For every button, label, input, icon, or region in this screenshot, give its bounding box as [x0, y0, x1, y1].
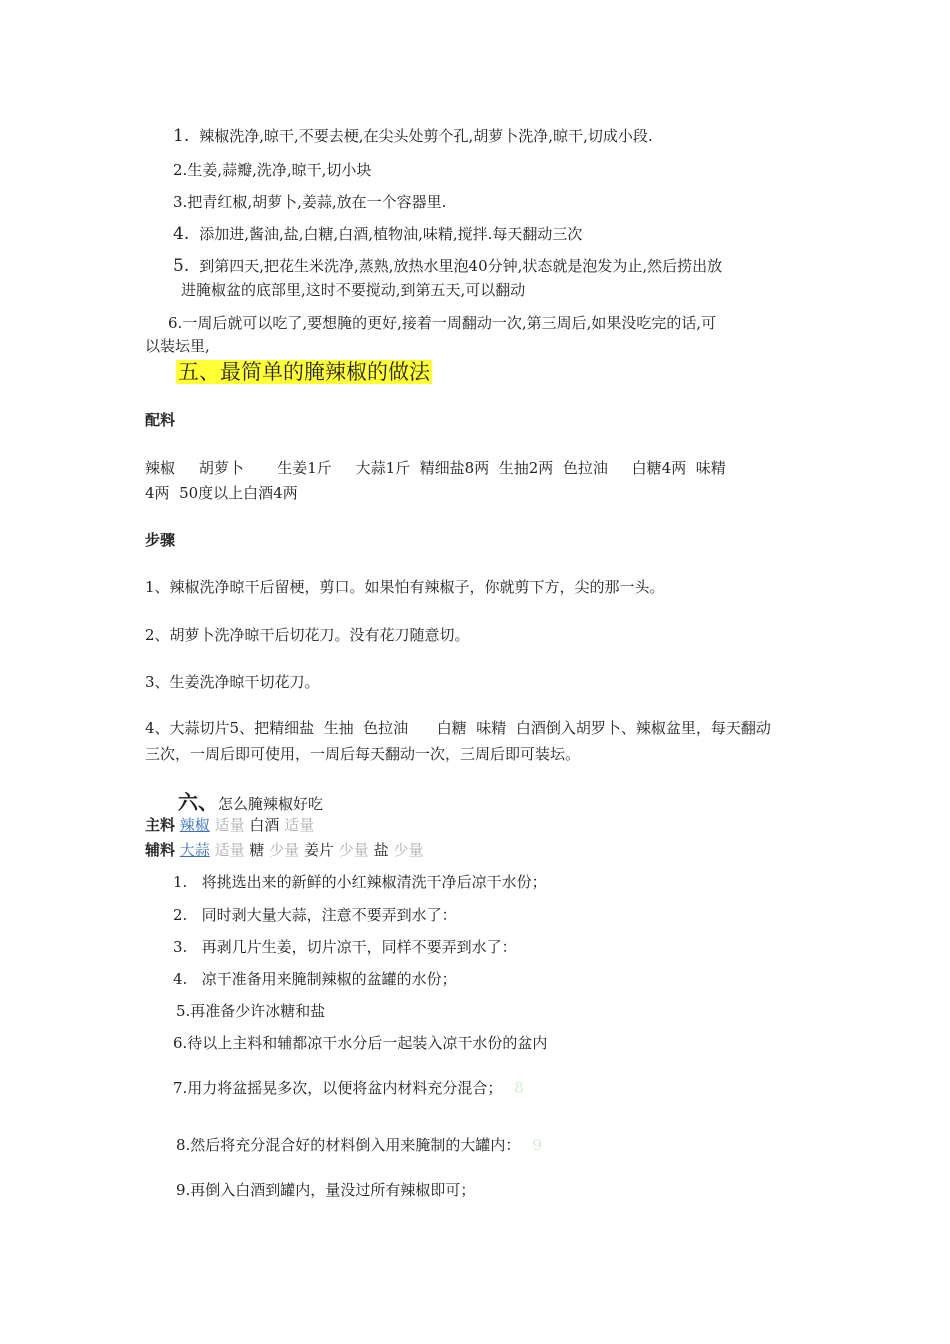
faint-mark: 9 [532, 1136, 542, 1154]
s4-step-4-text: 添加进,酱油,盐,白糖,白酒,植物油,味精,搅拌.每天翻动三次 [199, 225, 583, 243]
s4-step-4 [173, 224, 582, 244]
s6-step-4: 4. 凉干准备用来腌制辣椒的盆罐的水份； [173, 970, 457, 988]
main-item-name: 白酒 [249, 816, 280, 834]
aux-item-name: 盐 [373, 841, 389, 859]
s6-step-6: 6.待以上主料和辅都凉干水分后一起装入凉干水份的盆内 [173, 1034, 548, 1052]
s4-step-1 [173, 126, 653, 146]
s5-step-1: 1、辣椒洗净晾干后留梗，剪口。如果怕有辣椒子，你就剪下方，尖的那一头。 [145, 578, 665, 596]
aux-item-amount: 少量 [393, 841, 424, 859]
s4-step-6-text-2: 以装坛里, [145, 337, 210, 355]
aux-item-amount: 少量 [338, 841, 369, 859]
main-item-amount: 适量 [214, 816, 245, 834]
s6-step-3: 3. 再剥几片生姜，切片凉干，同样不要弄到水了： [173, 938, 517, 956]
s4-step-3-number: 3. [173, 193, 188, 211]
s6-step-8-text: 8.然后将充分混合好的材料倒入用来腌制的大罐内： [176, 1136, 521, 1154]
aux-item-amount: 少量 [269, 841, 300, 859]
aux-item-name: 糖 [249, 841, 265, 859]
s4-step-5-text-1: 到第四天,把花生米洗净,蒸熟,放热水里泡40分钟,状态就是泡发为止,然后捞出放 [199, 257, 723, 275]
section5-title: 五、最简单的腌辣椒的做法 [178, 360, 430, 384]
main-ingredients-row [145, 815, 314, 835]
s5-step-4-line-2: 三次，一周后即可使用，一周后每天翻动一次，三周后即可装坛。 [145, 745, 581, 763]
ingredients-line-2: 4两 50度以上白酒4两 [145, 484, 298, 502]
s6-step-7 [173, 1078, 524, 1098]
s6-step-1: 1. 将挑选出来的新鲜的小红辣椒清洗干净后凉干水份； [173, 873, 547, 891]
main-item-amount: 适量 [284, 816, 315, 834]
section6-title-text: 怎么腌辣椒好吃 [218, 795, 324, 813]
s6-step-7-text: 7.用力将盆摇晃多次，以便将盆内材料充分混合； [173, 1079, 503, 1097]
aux-ingredients-row [145, 840, 423, 860]
aux-item-name: 姜片 [303, 841, 334, 859]
main-item-link-chili[interactable]: 辣椒 [179, 816, 210, 834]
aux-item-link-garlic[interactable]: 大蒜 [179, 841, 210, 859]
main-ingredients-label: 主料 [145, 816, 176, 834]
s4-step-6-number: 6. [168, 314, 183, 332]
s5-step-4-line-1: 4、大蒜切片5、把精细盐 生抽 色拉油 白糖 味精 白酒倒入胡罗卜、辣椒盆里，每天翻动 [145, 719, 771, 737]
s4-step-5-number: 5. [173, 256, 190, 276]
s6-step-8 [176, 1135, 542, 1155]
faint-mark: 8 [514, 1079, 524, 1097]
s4-step-1-text: 辣椒洗净,晾干,不要去梗,在尖头处剪个孔,胡萝卜洗净,晾干,切成小段. [199, 127, 653, 145]
s4-step-5-cont [181, 280, 525, 300]
s5-step-2: 2、胡萝卜洗净晾干后切花刀。没有花刀随意切。 [145, 626, 470, 644]
s4-step-4-number: 4. [173, 224, 190, 244]
ingredients-label: 配料 [145, 411, 176, 429]
section6-heading [178, 790, 323, 816]
s4-step-5-text-2: 进腌椒盆的底部里,这时不要搅动,到第五天,可以翻动 [181, 281, 526, 299]
s4-step-1-number: 1. [173, 126, 190, 146]
s5-step-3: 3、生姜洗净晾干切花刀。 [145, 673, 320, 691]
s4-step-3-text: 把青红椒,胡萝卜,姜蒜,放在一个容器里. [187, 193, 447, 211]
s4-step-2-number: 2. [173, 161, 188, 179]
s4-step-2 [173, 160, 371, 180]
ingredients-line-1: 辣椒 胡萝卜 生姜1斤 大蒜1斤 精细盐8两 生抽2两 色拉油 白糖4两 味精 [145, 459, 726, 477]
section6-title-number: 六、 [178, 790, 218, 814]
section5-heading [176, 359, 432, 387]
s4-step-6-cont [145, 336, 210, 356]
s4-step-3 [173, 192, 446, 212]
s4-step-6 [168, 313, 716, 333]
s4-step-6-text-1: 一周后就可以吃了,要想腌的更好,接着一周翻动一次,第三周后,如果没吃完的话,可 [182, 314, 717, 332]
s4-step-2-text: 生姜,蒜瓣,洗净,晾干,切小块 [187, 161, 372, 179]
s4-step-5 [173, 256, 722, 276]
s6-step-2: 2. 同时剥大量大蒜，注意不要弄到水了： [173, 906, 457, 924]
steps-label: 步骤 [145, 531, 176, 549]
aux-item-amount: 适量 [214, 841, 245, 859]
aux-ingredients-label: 辅料 [145, 841, 176, 859]
s6-step-9: 9.再倒入白酒到罐内，量没过所有辣椒即可； [176, 1181, 476, 1199]
s6-step-5: 5.再准备少许冰糖和盐 [176, 1002, 326, 1020]
